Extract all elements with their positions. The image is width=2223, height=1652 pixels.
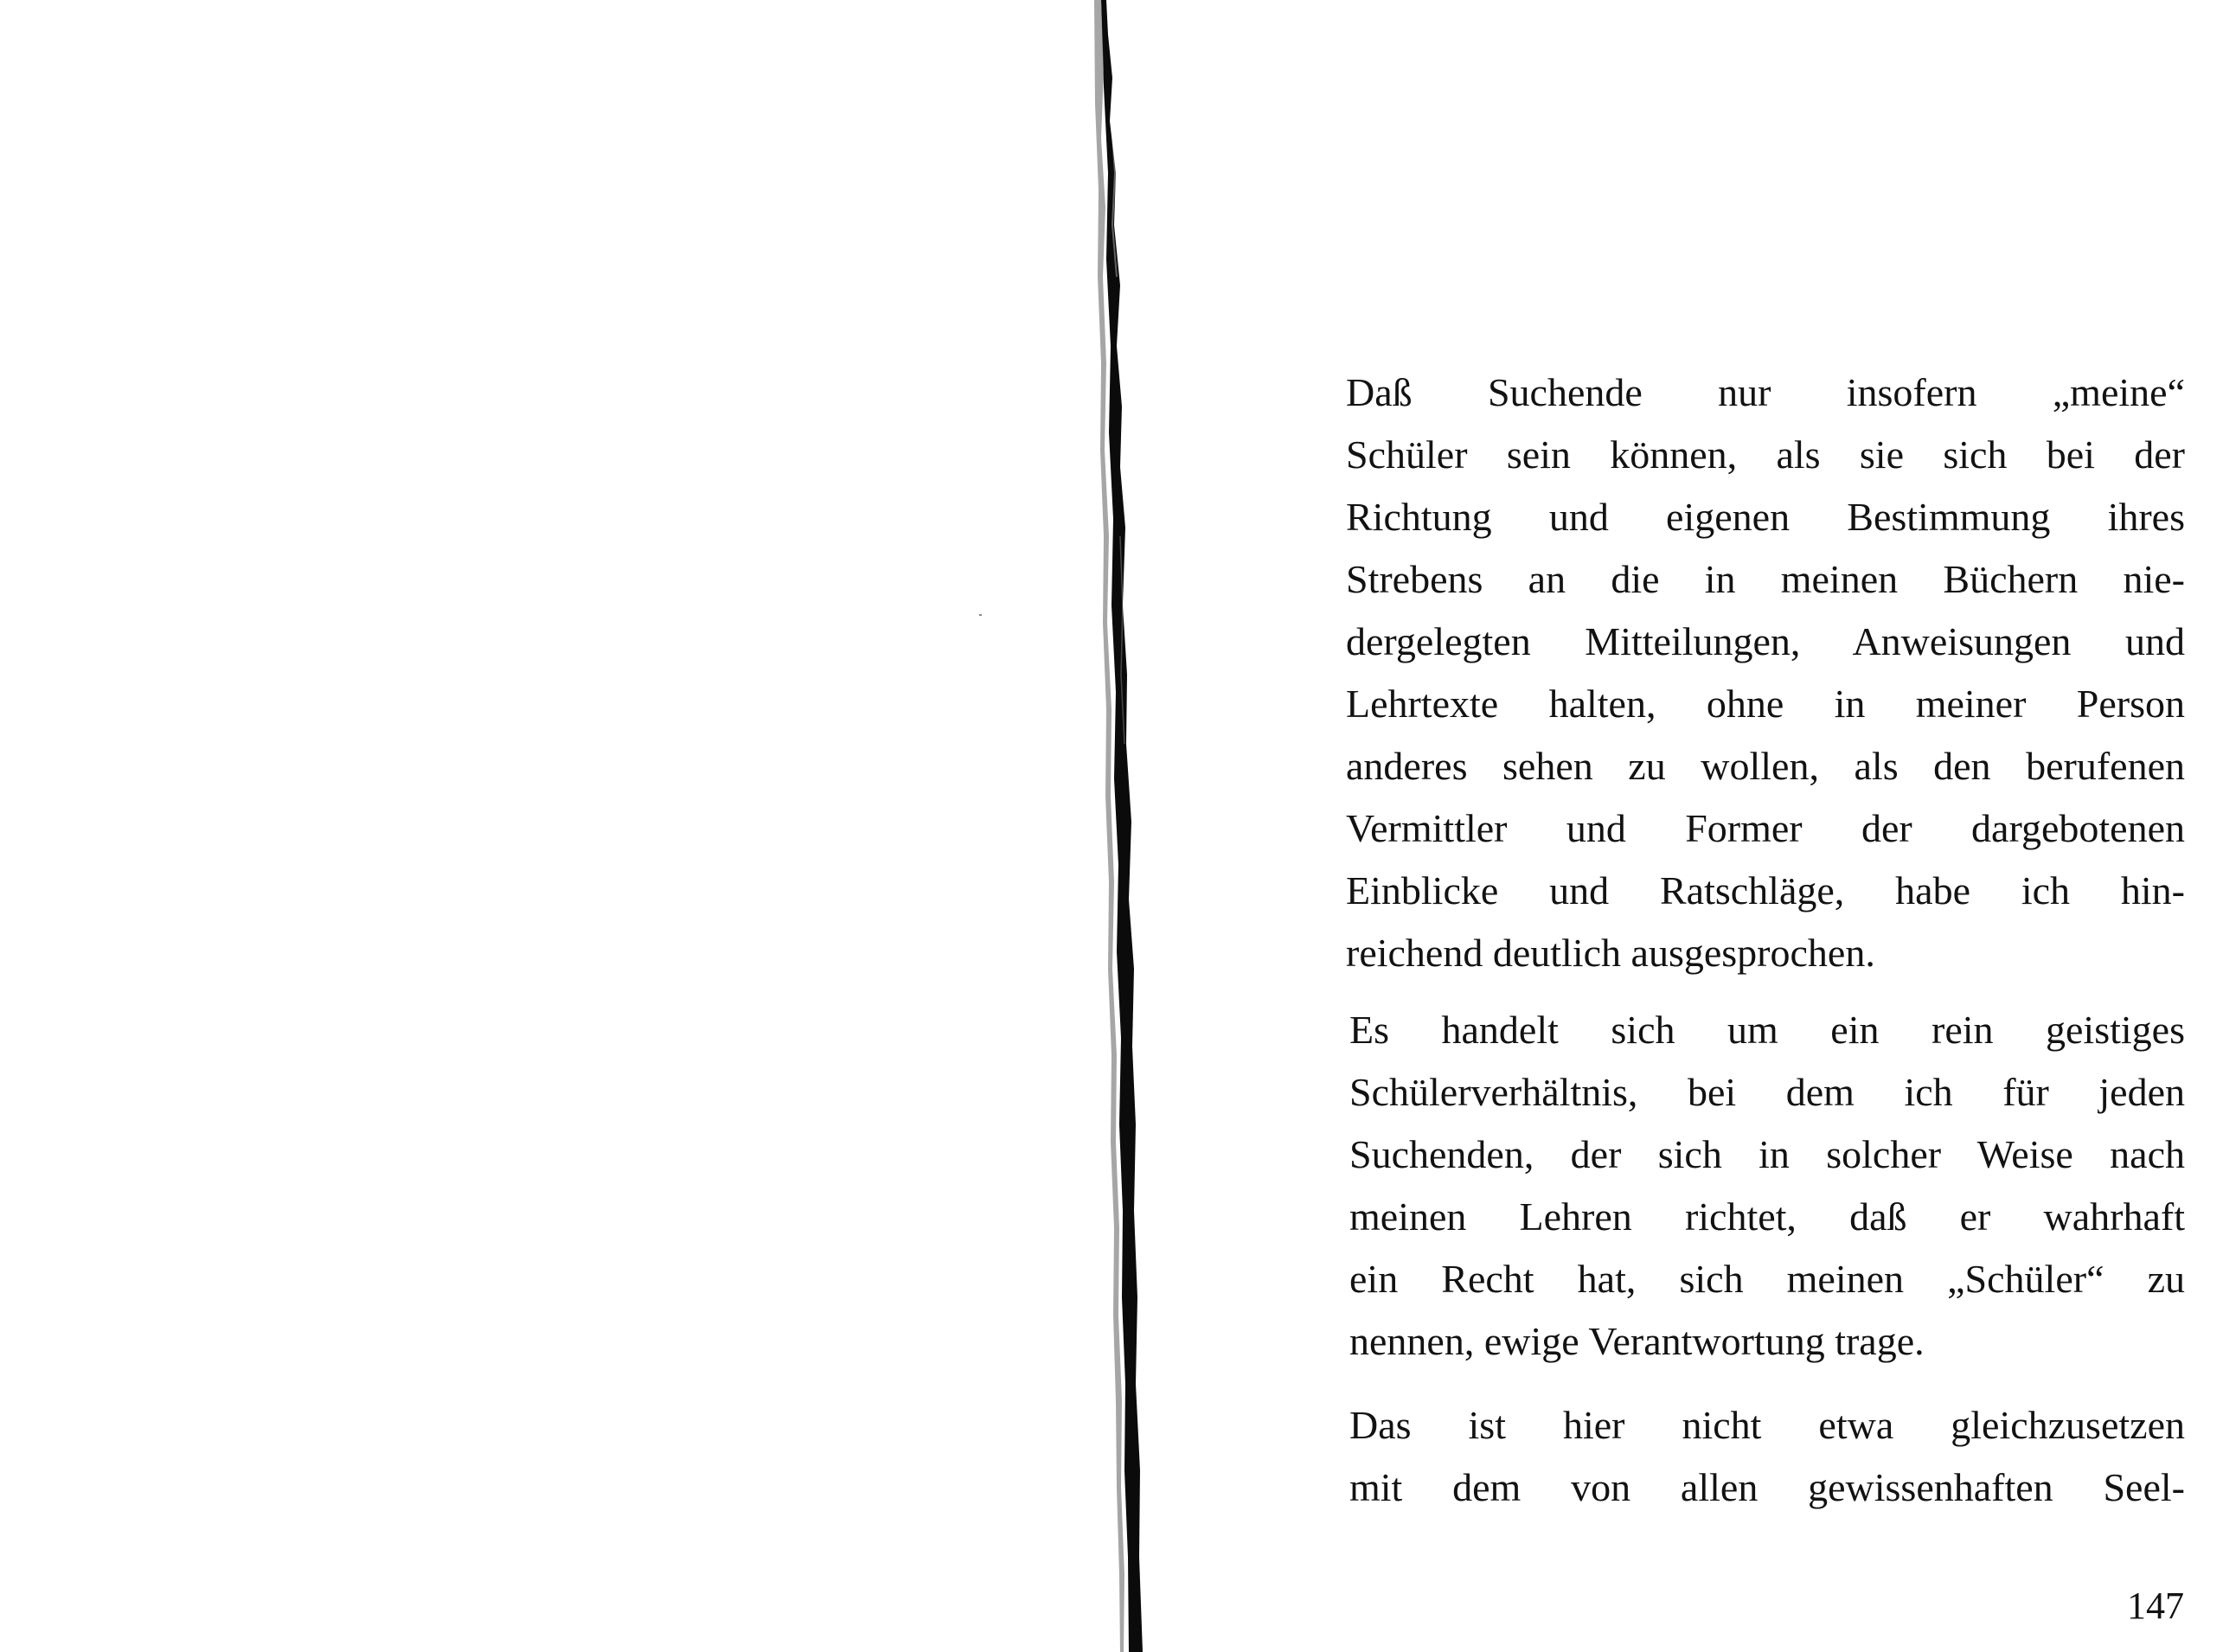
gutter-shadow-graphic: [1086, 0, 1181, 1652]
paragraph-1-line-10: reichend deutlich ausgesprochen.: [1346, 931, 1875, 975]
paragraph-2-line-4: meinen Lehren richtet, daß er wahrhaft: [1349, 1194, 2185, 1239]
paragraph-1-line-8: Vermittler und Former der dargebotenen: [1346, 806, 2185, 850]
paragraph-1-line-3: Richtung und eigenen Bestimmung ihres: [1346, 495, 2185, 539]
paragraph-1: [1278, 362, 2185, 984]
paragraph-1-line-4: Strebens an die in meinen Büchern nie-: [1346, 557, 2185, 601]
paragraph-1-line-5: dergelegten Mitteilungen, Anweisungen und: [1346, 619, 2185, 663]
paragraph-1-line-7: anderes sehen zu wollen, als den berufenen: [1346, 744, 2185, 788]
paragraph-2-line-3: Suchenden, der sich in solcher Weise nach: [1349, 1132, 2185, 1176]
page-number: 147: [2127, 1585, 2184, 1627]
paragraph-3: [1278, 1394, 2185, 1519]
paragraph-3-line-1: Das ist hier nicht etwa gleichzusetzen: [1349, 1403, 2185, 1447]
paragraph-2-line-5: ein Recht hat, sich meinen „Schüler“ zu: [1349, 1257, 2185, 1301]
page-body-text: [1278, 362, 2185, 1519]
paragraph-1-line-1: Daß Suchende nur insofern „meine“: [1346, 370, 2185, 414]
paragraph-2-line-2: Schülerverhältnis, bei dem ich für jeden: [1349, 1070, 2185, 1114]
paragraph-1-line-2: Schüler sein können, als sie sich bei der: [1346, 432, 2185, 477]
paper-speck: [979, 614, 982, 616]
paragraph-3-line-2: mit dem von allen gewissenhaften Seel-: [1349, 1465, 2185, 1509]
paragraph-1-line-9: Einblicke und Ratschläge, habe ich hin-: [1346, 868, 2185, 912]
book-gutter-shadow: [1086, 0, 1181, 1652]
paragraph-2-line-1: Es handelt sich um ein rein geistiges: [1349, 1008, 2185, 1052]
paragraph-1-line-6: Lehrtexte halten, ohne in meiner Person: [1346, 682, 2185, 726]
paragraph-2: [1278, 999, 2185, 1373]
paragraph-2-line-6: nennen, ewige Verantwortung trage.: [1349, 1319, 1925, 1363]
